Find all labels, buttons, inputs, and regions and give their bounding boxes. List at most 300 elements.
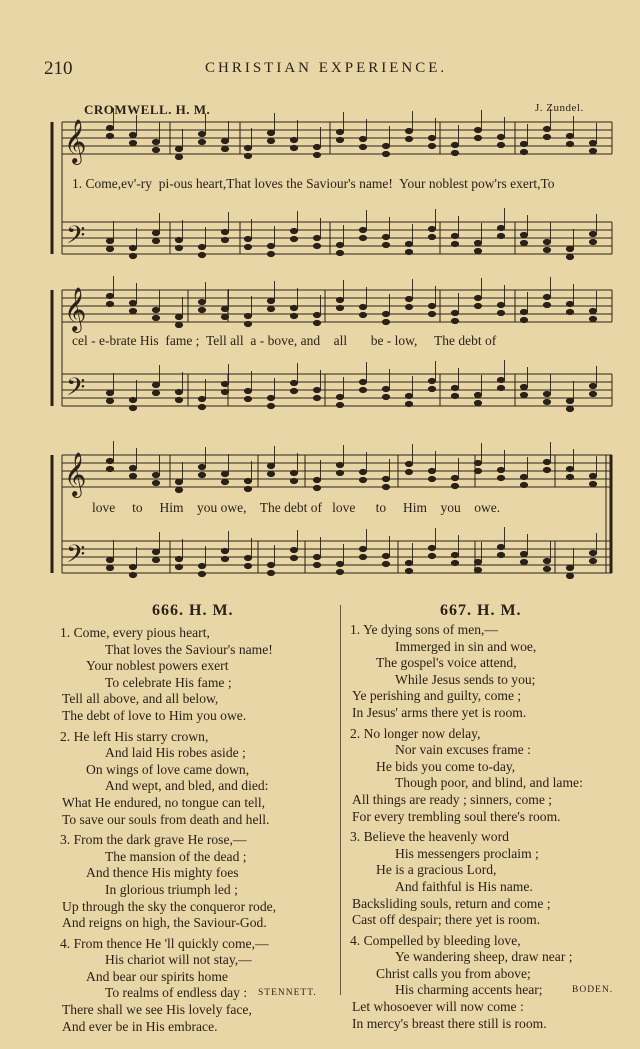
note-head xyxy=(290,380,297,385)
note-head xyxy=(589,473,596,478)
note-head xyxy=(451,150,458,155)
note-head xyxy=(543,467,550,472)
stanza-line: That loves the Saviour's name! xyxy=(105,641,273,657)
stanza-line: The mansion of the dead ; xyxy=(105,848,247,864)
note-head xyxy=(382,151,389,156)
note-head xyxy=(244,388,251,393)
note-head xyxy=(290,470,297,475)
note-head xyxy=(566,565,573,570)
note-head xyxy=(520,474,527,479)
treble-clef-icon: 𝄞 xyxy=(64,119,87,163)
note-head xyxy=(152,549,159,554)
note-head xyxy=(129,253,136,258)
note-head xyxy=(543,247,550,252)
stanza-line: And laid His robes aside ; xyxy=(105,745,246,761)
note-head xyxy=(129,405,136,410)
note-head xyxy=(405,241,412,246)
note-head xyxy=(267,395,274,400)
note-head xyxy=(520,384,527,389)
note-head xyxy=(520,240,527,245)
note-head xyxy=(382,484,389,489)
note-head xyxy=(290,228,297,233)
note-head xyxy=(336,137,343,142)
stanza-line: The gospel's voice attend, xyxy=(376,655,517,671)
note-head xyxy=(106,293,113,298)
note-head xyxy=(428,303,435,308)
stanza-line: The debt of love to Him you owe. xyxy=(62,707,247,723)
note-head xyxy=(566,141,573,146)
note-head xyxy=(106,466,113,471)
note-head xyxy=(267,138,274,143)
note-head xyxy=(221,138,228,143)
note-head xyxy=(566,246,573,251)
note-head xyxy=(359,477,366,482)
note-head xyxy=(566,573,573,578)
note-head xyxy=(520,482,527,487)
note-head xyxy=(175,479,182,484)
note-head xyxy=(382,242,389,247)
note-head xyxy=(543,134,550,139)
note-head xyxy=(359,235,366,240)
note-head xyxy=(428,553,435,558)
note-head xyxy=(543,302,550,307)
note-head xyxy=(543,391,550,396)
note-head xyxy=(497,233,504,238)
note-head xyxy=(543,399,550,404)
hymn-667-text xyxy=(350,622,635,1032)
note-head xyxy=(175,314,182,319)
note-head xyxy=(336,250,343,255)
note-head xyxy=(543,459,550,464)
note-head xyxy=(129,473,136,478)
music-lyrics-line-3: love to Him you owe, The debt of love to Him you owe. xyxy=(92,500,501,515)
note-head xyxy=(405,304,412,309)
note-head xyxy=(589,308,596,313)
note-head xyxy=(336,561,343,566)
note-head xyxy=(267,570,274,575)
note-head xyxy=(336,242,343,247)
note-head xyxy=(589,316,596,321)
note-head xyxy=(520,309,527,314)
note-head xyxy=(359,546,366,551)
note-head xyxy=(566,474,573,479)
note-head xyxy=(543,566,550,571)
note-head xyxy=(359,144,366,149)
note-head xyxy=(221,479,228,484)
note-head xyxy=(382,143,389,148)
note-head xyxy=(497,225,504,230)
note-head xyxy=(106,390,113,395)
note-head xyxy=(336,402,343,407)
hymn-666-author: STENNETT. xyxy=(258,988,317,998)
note-head xyxy=(221,146,228,151)
note-head xyxy=(129,572,136,577)
note-head xyxy=(221,556,228,561)
note-head xyxy=(359,304,366,309)
note-head xyxy=(175,556,182,561)
stanza-line: And faithful is His name. xyxy=(395,878,533,894)
note-head xyxy=(175,389,182,394)
note-head xyxy=(359,379,366,384)
note-head xyxy=(313,152,320,157)
note-head xyxy=(221,471,228,476)
note-head xyxy=(129,132,136,137)
note-head xyxy=(290,137,297,142)
note-head xyxy=(152,147,159,152)
note-head xyxy=(244,153,251,158)
note-head xyxy=(428,226,435,231)
note-head xyxy=(290,478,297,483)
note-head xyxy=(428,234,435,239)
note-head xyxy=(589,558,596,563)
stanza-line: Ye wandering sheep, draw near ; xyxy=(395,949,573,965)
note-head xyxy=(244,478,251,483)
note-head xyxy=(520,232,527,237)
note-head xyxy=(336,394,343,399)
note-head xyxy=(221,306,228,311)
note-head xyxy=(451,310,458,315)
note-head xyxy=(221,389,228,394)
note-head xyxy=(106,125,113,130)
note-head xyxy=(405,296,412,301)
note-head xyxy=(451,233,458,238)
bass-clef-icon: 𝄢 xyxy=(66,221,86,256)
note-head xyxy=(313,243,320,248)
stanza-line: In glorious triumph led ; xyxy=(105,881,238,897)
stanza-line: Though poor, and blind, and lame: xyxy=(395,775,583,791)
note-head xyxy=(175,322,182,327)
note-head xyxy=(244,313,251,318)
note-head xyxy=(129,245,136,250)
hymn-667-author: BODEN. xyxy=(572,985,614,995)
note-head xyxy=(244,321,251,326)
note-head xyxy=(428,378,435,383)
note-head xyxy=(497,385,504,390)
note-head xyxy=(589,481,596,486)
note-head xyxy=(267,463,274,468)
note-head xyxy=(244,396,251,401)
note-head xyxy=(152,390,159,395)
note-head xyxy=(267,130,274,135)
stanza-line: And thence His mighty foes xyxy=(86,865,239,881)
note-head xyxy=(589,550,596,555)
note-head xyxy=(221,237,228,242)
note-head xyxy=(497,302,504,307)
note-head xyxy=(336,462,343,467)
note-head xyxy=(106,398,113,403)
note-head xyxy=(313,485,320,490)
note-head xyxy=(175,564,182,569)
note-head xyxy=(198,252,205,257)
note-head xyxy=(497,475,504,480)
note-head xyxy=(451,385,458,390)
note-head xyxy=(428,143,435,148)
note-head xyxy=(336,569,343,574)
stanza-line: His chariot will not stay,— xyxy=(105,952,252,968)
stanza-line: While Jesus sends to you; xyxy=(395,671,536,687)
note-head xyxy=(129,564,136,569)
note-head xyxy=(313,554,320,559)
hymn-666-text xyxy=(60,625,335,1035)
stanza-line: On wings of love came down, xyxy=(86,761,250,777)
note-head xyxy=(152,472,159,477)
note-head xyxy=(497,552,504,557)
note-head xyxy=(152,480,159,485)
note-head xyxy=(497,134,504,139)
note-head xyxy=(244,563,251,568)
stanza-line: 2. He left His starry crown, xyxy=(60,728,209,744)
note-head xyxy=(474,460,481,465)
note-head xyxy=(313,320,320,325)
stanza-line: In Jesus' arms there yet is room. xyxy=(352,704,527,720)
note-head xyxy=(313,387,320,392)
note-head xyxy=(382,561,389,566)
note-head xyxy=(336,305,343,310)
note-head xyxy=(520,559,527,564)
stanza-line: Up through the sky the conqueror rode, xyxy=(62,898,277,914)
stanza-line: Your noblest powers exert xyxy=(86,658,229,674)
note-head xyxy=(589,239,596,244)
note-head xyxy=(451,318,458,323)
note-head xyxy=(175,237,182,242)
note-head xyxy=(589,140,596,145)
note-head xyxy=(497,544,504,549)
note-head xyxy=(566,133,573,138)
note-head xyxy=(244,236,251,241)
note-head xyxy=(474,127,481,132)
stanza-line: 1. Come, every pious heart, xyxy=(60,625,210,640)
hymn-667-title: 667. H. M. xyxy=(440,602,522,619)
note-head xyxy=(244,486,251,491)
music-lyrics-line-2: cel - e-brate His fame ; Tell all a - bove, and all be - low, The debt of xyxy=(72,333,497,348)
note-head xyxy=(106,557,113,562)
note-head xyxy=(106,133,113,138)
note-head xyxy=(313,312,320,317)
stanza-line: And bear our spirits home xyxy=(86,968,228,984)
note-head xyxy=(566,398,573,403)
note-head xyxy=(428,476,435,481)
stanza-line: 4. From thence He 'll quickly come,— xyxy=(60,935,269,951)
tune-name: CROMWELL. H. M. xyxy=(84,102,211,117)
note-head xyxy=(543,239,550,244)
note-head xyxy=(267,562,274,567)
note-head xyxy=(336,470,343,475)
note-head xyxy=(405,568,412,573)
note-head xyxy=(474,248,481,253)
note-head xyxy=(474,559,481,564)
note-head xyxy=(313,235,320,240)
note-head xyxy=(175,146,182,151)
note-head xyxy=(267,243,274,248)
music-lyrics-line-1: 1. Come,ev'-ry pi-ous heart,That loves the Saviour's name! Your noblest pow'rs exert,To xyxy=(72,176,555,191)
stanza-line: His charming accents hear; xyxy=(395,982,543,998)
note-head xyxy=(152,230,159,235)
note-head xyxy=(566,301,573,306)
note-head xyxy=(359,387,366,392)
note-head xyxy=(520,317,527,322)
note-head xyxy=(290,547,297,552)
note-head xyxy=(244,244,251,249)
note-head xyxy=(543,294,550,299)
stanza-line: Nor vain excuses frame : xyxy=(395,742,531,758)
stanza-line: He bids you come to-day, xyxy=(376,758,516,774)
note-head xyxy=(129,465,136,470)
stanza-line: 3. From the dark grave He rose,— xyxy=(60,832,247,848)
column-divider xyxy=(340,605,341,995)
note-head xyxy=(382,234,389,239)
note-head xyxy=(497,310,504,315)
note-head xyxy=(382,553,389,558)
note-head xyxy=(336,297,343,302)
stanza-line: Cast off despair; there yet is room. xyxy=(352,912,541,928)
note-head xyxy=(313,144,320,149)
note-head xyxy=(106,301,113,306)
note-head xyxy=(313,395,320,400)
note-head xyxy=(474,135,481,140)
page-number: 210 xyxy=(44,58,73,79)
bass-clef-icon: 𝄢 xyxy=(66,373,86,408)
stanza-line: 3. Believe the heavenly word xyxy=(350,829,509,845)
note-head xyxy=(474,400,481,405)
note-head xyxy=(520,149,527,154)
note-head xyxy=(175,397,182,402)
note-head xyxy=(474,303,481,308)
stanza-line: Tell all above, and all below, xyxy=(62,691,219,707)
note-head xyxy=(152,307,159,312)
note-head xyxy=(244,145,251,150)
note-head xyxy=(566,254,573,259)
note-head xyxy=(221,314,228,319)
note-head xyxy=(474,392,481,397)
note-head xyxy=(198,571,205,576)
stanza-line: 4. Compelled by bleeding love, xyxy=(350,932,521,948)
note-head xyxy=(290,313,297,318)
note-head xyxy=(267,306,274,311)
note-head xyxy=(474,240,481,245)
note-head xyxy=(405,128,412,133)
note-head xyxy=(152,557,159,562)
stanza-line: What He endured, no tongue can tell, xyxy=(62,794,266,810)
note-head xyxy=(566,406,573,411)
treble-clef-icon: 𝄞 xyxy=(64,452,87,496)
note-head xyxy=(428,135,435,140)
note-head xyxy=(152,139,159,144)
note-head xyxy=(566,466,573,471)
stanza-line: To realms of endless day : xyxy=(105,985,248,1001)
note-head xyxy=(474,468,481,473)
stanza-line: There shall we see His lovely face, xyxy=(62,1002,252,1018)
stanza-line: Immerged in sin and woe, xyxy=(395,638,537,654)
note-head xyxy=(221,381,228,386)
stanza-line: 2. No longer now delay, xyxy=(350,725,481,741)
note-head xyxy=(129,308,136,313)
bass-clef-icon: 𝄢 xyxy=(66,540,86,575)
note-head xyxy=(129,300,136,305)
note-head xyxy=(497,467,504,472)
note-head xyxy=(106,246,113,251)
note-head xyxy=(497,377,504,382)
note-head xyxy=(267,298,274,303)
note-head xyxy=(313,477,320,482)
note-head xyxy=(290,555,297,560)
note-head xyxy=(198,299,205,304)
note-head xyxy=(382,319,389,324)
note-head xyxy=(451,475,458,480)
note-head xyxy=(428,545,435,550)
note-head xyxy=(382,311,389,316)
note-head xyxy=(589,391,596,396)
note-head xyxy=(198,404,205,409)
note-head xyxy=(451,241,458,246)
note-head xyxy=(198,472,205,477)
note-head xyxy=(405,560,412,565)
stanza-line: Ye perishing and guilty, come ; xyxy=(352,688,522,704)
stanza-line: 1. Ye dying sons of men,— xyxy=(350,622,499,637)
note-head xyxy=(152,238,159,243)
note-head xyxy=(451,552,458,557)
stanza-line: For every trembling soul there's room. xyxy=(352,808,561,824)
treble-clef-icon: 𝄞 xyxy=(64,287,87,331)
note-head xyxy=(267,251,274,256)
note-head xyxy=(451,393,458,398)
note-head xyxy=(520,551,527,556)
note-head xyxy=(405,393,412,398)
note-head xyxy=(175,487,182,492)
stanza-line: Let whosoever will now come : xyxy=(352,999,524,1015)
note-head xyxy=(106,565,113,570)
note-head xyxy=(175,245,182,250)
note-head xyxy=(290,388,297,393)
note-head xyxy=(198,139,205,144)
note-head xyxy=(520,392,527,397)
note-head xyxy=(106,238,113,243)
note-head xyxy=(198,131,205,136)
note-head xyxy=(382,476,389,481)
note-head xyxy=(566,309,573,314)
note-head xyxy=(198,307,205,312)
stanza-line: His messengers proclaim ; xyxy=(395,845,539,861)
note-head xyxy=(428,311,435,316)
note-head xyxy=(405,469,412,474)
note-head xyxy=(474,567,481,572)
note-head xyxy=(589,148,596,153)
note-head xyxy=(451,142,458,147)
note-head xyxy=(405,461,412,466)
note-head xyxy=(175,154,182,159)
stanza-line: And ever be in His embrace. xyxy=(62,1018,218,1034)
stanza-line: To celebrate His fame ; xyxy=(105,674,232,690)
note-head xyxy=(589,231,596,236)
note-head xyxy=(290,236,297,241)
note-head xyxy=(129,140,136,145)
stanza-line: To save our souls from death and hell. xyxy=(62,811,270,827)
stanza-line: Backsliding souls, return and come ; xyxy=(352,895,551,911)
note-head xyxy=(359,136,366,141)
stanza-line: In mercy's breast there still is room. xyxy=(352,1015,547,1031)
stanza-line: All things are ready ; sinners, come ; xyxy=(352,791,553,807)
note-head xyxy=(543,558,550,563)
note-head xyxy=(198,244,205,249)
note-head xyxy=(382,386,389,391)
note-head xyxy=(359,227,366,232)
note-head xyxy=(221,548,228,553)
stanza-line: And wept, and bled, and died: xyxy=(105,778,269,794)
note-head xyxy=(290,305,297,310)
note-head xyxy=(405,401,412,406)
note-head xyxy=(198,464,205,469)
note-head xyxy=(106,458,113,463)
note-head xyxy=(589,383,596,388)
